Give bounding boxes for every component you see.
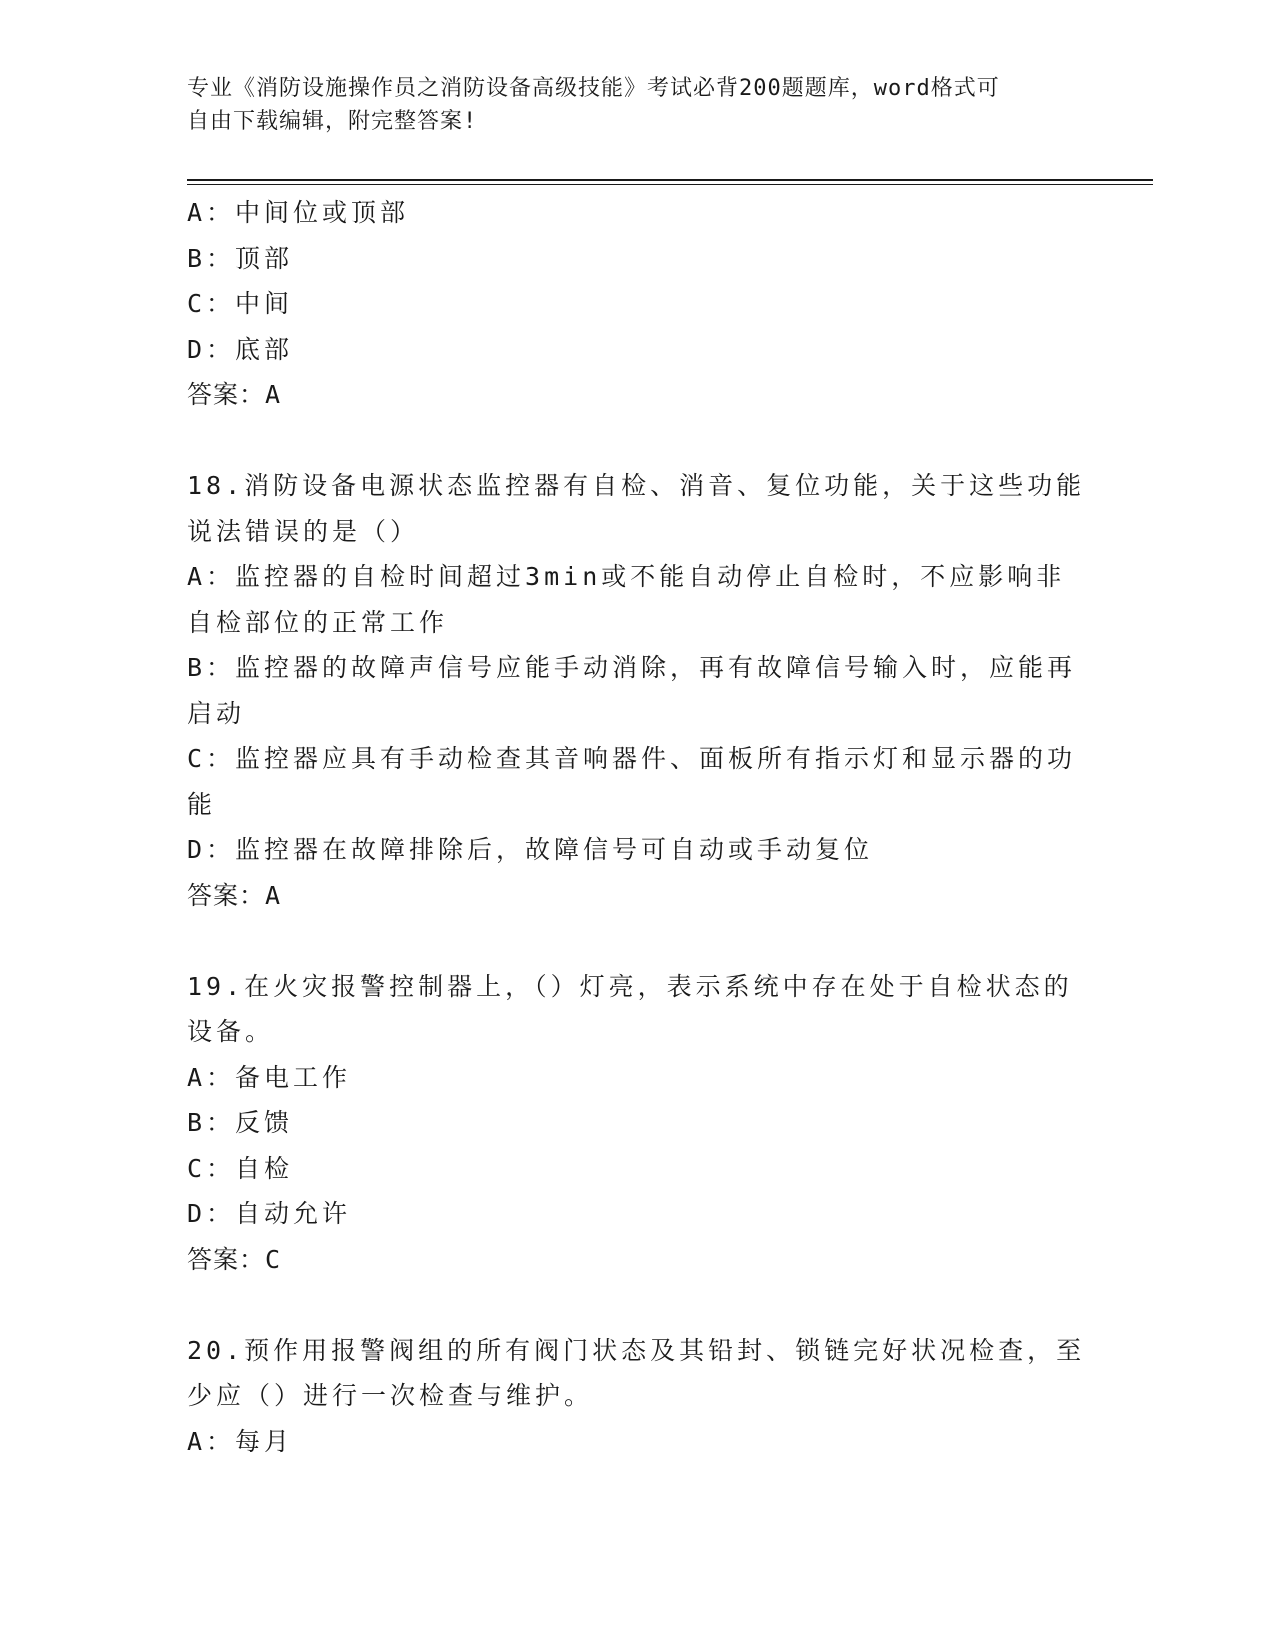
header-line-1: 专业《消防设施操作员之消防设备高级技能》考试必背200题题库，word格式可 [187, 76, 1000, 101]
option-a: A：监控器的自检时间超过3min或不能自动停止自检时，不应影响非 [187, 562, 1066, 591]
option-a: A：每月 [187, 1426, 294, 1456]
option-a: A：备电工作 [187, 1062, 352, 1092]
spacer [187, 918, 1087, 964]
question-text: 19.在火灾报警控制器上，（）灯亮，表示系统中存在处于自检状态的 [187, 971, 1073, 1001]
option-a-cont: 自检部位的正常工作 [187, 607, 449, 637]
question-text-cont: 少应（）进行一次检查与维护。 [187, 1381, 594, 1410]
option-b: B：反馈 [187, 1108, 294, 1137]
question-17-block [187, 190, 1087, 418]
option-c: C：自检 [187, 1153, 294, 1183]
question-text: 20.预作用报警阀组的所有阀门状态及其铅封、锁链完好状况检查，至 [187, 1335, 1086, 1365]
answer-line: 答案：C [187, 1244, 282, 1274]
header-divider-thin [187, 184, 1153, 185]
answer-line: 答案：A [187, 380, 282, 409]
option-b: B：顶部 [187, 243, 294, 273]
option-b-cont: 启动 [187, 698, 246, 728]
option-a: A：中间位或顶部 [187, 198, 410, 227]
option-d: D：监控器在故障排除后，故障信号可自动或手动复位 [187, 835, 874, 864]
question-text-cont: 说法错误的是（） [187, 516, 420, 546]
spacer [187, 1282, 1087, 1328]
option-b: B：监控器的故障声信号应能手动消除，再有故障信号输入时，应能再 [187, 653, 1077, 682]
question-19-block [187, 964, 1087, 1283]
question-text: 18.消防设备电源状态监控器有自检、消音、复位功能，关于这些功能 [187, 471, 1086, 500]
question-18-block [187, 463, 1087, 918]
option-d: D：底部 [187, 334, 294, 364]
option-d: D：自动允许 [187, 1199, 352, 1228]
option-c-cont: 能 [187, 789, 217, 819]
spacer [187, 418, 1087, 464]
document-body [187, 190, 1087, 1464]
question-20-block [187, 1328, 1087, 1465]
question-text-cont: 设备。 [187, 1017, 275, 1046]
header-divider-thick [187, 179, 1153, 181]
option-c: C：中间 [187, 289, 294, 318]
document-header [187, 72, 1067, 138]
answer-line: 答案：A [187, 880, 282, 910]
header-line-2: 自由下载编辑，附完整答案! [187, 109, 478, 134]
option-c: C：监控器应具有手动检查其音响器件、面板所有指示灯和显示器的功 [187, 744, 1077, 773]
